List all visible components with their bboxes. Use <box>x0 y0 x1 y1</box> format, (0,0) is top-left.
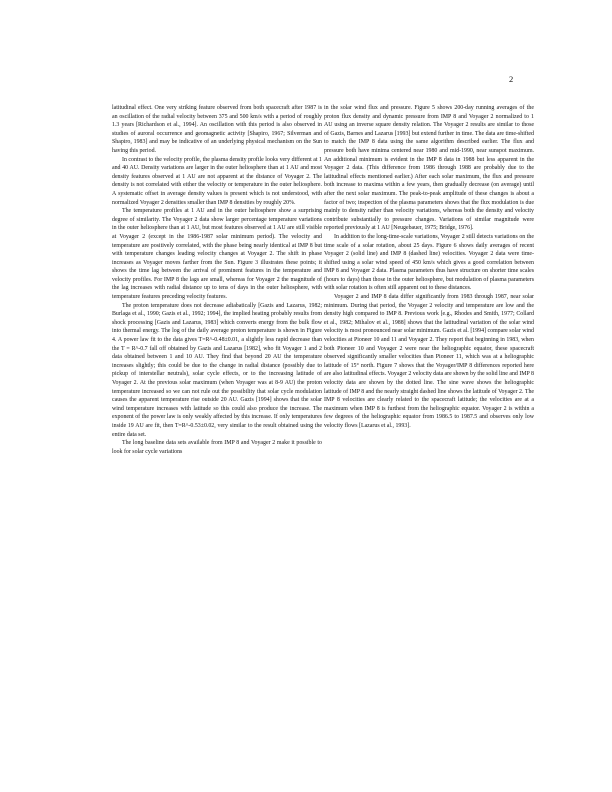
right-paragraph-3: Voyager 2 and IMP 8 data differ significantly from 1983 through 1987, near solar minimum. During that period, the Voyager 2 velocity and temperature are low and the density high compared to IMP 8. Previous work [e.g., Rhodes and Smith, 1977; Collard et al., 1982; Mihalov et al., 1988] shows that the latitudinal variation of the solar wind velocity is most pronounced near solar minimum. Gazis et al. [1994] compare solar wind velocities at Pioneer 10 and 11 and Voyager 2. They report that beginning in 1983, when both Pioneer 10 and Voyager 2 were near the heliographic equator, these spacecraft observed significantly smaller velocities than Pioneer 11, which was at a heliographic latitude of 15° north. Figure 7 shows that the Voyager/IMP 8 differences reported here are also latitudinal effects. Voyager 2 velocity data are shown by the solid line and IMP 8 velocity data are shown by the dotted line. The sine wave shows the heliographic latitude of IMP 8 and the nearly straight dashed line shows the latitude of Voyager 2. The IMP 8 velocities are clearly related to the spacecraft latitude; the velocities are at a maximum when IMP 8 is furthest from the heliographic equator. Voyager 2 is within a few degrees of the heliographic equator from 1986.5 to 1987.5 and observes only low velocity flows [Lazarus et al., 1993]. <box>324 294 534 429</box>
left-paragraph-2: In contrast to the velocity profile, the plasma density profile looks very different at 1 and 40 AU. Density variations are larger in the outer heliosphere than at 1 AU and most density features observed at 1 AU are not apparent at the distance of Voyager 2. The density is not correlated with either the velocity or temperature in the outer heliosphere. A systematic offset in average density values is present which is not understood, with normalized Voyager 2 densities smaller than IMP 8 densities by roughly 20%. <box>112 156 322 206</box>
right-column <box>324 104 534 431</box>
right-paragraph-2: In addition to the long-time-scale variations, Voyager 2 still detects variations on the time scale of a solar rotation, about 25 days. Figure 6 shows daily averages of recent Voyager 2 (solid line) and IMP 8 (dashed line) velocities. Voyager 2 data were time-shifted using a solar wind speed of 450 km/s which gives a good correlation between IMP 8 and Voyager 2 data. Plasma parameters thus have structure on shorter time scales (hours to days) than those in the outer heliosphere, but modulation of plasma parameters with solar rotation is often still apparent out to these distances. <box>324 233 534 292</box>
right-paragraph-1: in the solar wind flux and pressure. Figure 5 shows 200-day running averages of the proton flux density and dynamic pressure from IMP 8 and Voyager 2 normalized to 1 AU using an inverse square density relation. The Voyager 2 results are similar to those of Gazis, Barnes and Lazarus [1993] but extend further in time. The data are time-shifted to match the IMP 8 data using the same algorithm described earlier. The flux and pressure both have minima centered near 1980 and mid-1990, near sunspot maximum. An additional minimum is evident in the IMP 8 data in 1988 but less apparent in the Voyager 2 data. (This difference from 1986 through 1988 are probably due to the latitudinal effects mentioned earlier.) After each solar maximum, the flux and pressure both increase to maxima within a few years, then gradually decrease (on average) until after the next solar maximum. The peak-to-peak amplitude of these changes is about a factor of two; inspection of the plasma parameters shows that the flux modulation is due mainly to density rather than velocity variations, whereas both the density and velocity contribute substantially to pressure changes. Variations of similar magnitude were reported previously at 1 AU [Neugebauer, 1975; Bridge, 1976]. <box>324 105 534 232</box>
left-paragraph-5: The long baseline data sets available from IMP 8 and Voyager 2 make it possible to look for solar cycle variations <box>112 440 322 455</box>
left-column <box>112 104 322 456</box>
left-paragraph-1: latitudinal effect. One very striking feature observed from both spacecraft after 1987 is an oscillation of the radial velocity between 375 and 500 km/s with a period of roughly 1.3 years [Richardson et al., 1994]. An oscillation with this period is also observed in studies of auroral occurrence and geomagnetic activity [Shapiro, 1967; Silverman and Shapiro, 1983] and may be indicative of an underlying physical mechanism on the Sun having this period. <box>112 105 322 154</box>
left-paragraph-4: The proton temperature does not decrease adiabatically [Gazis and Lazarus, 1982; Burlaga et al., 1990; Gazis et al., 1992; 1994], the implied heating probably results from shock processing [Gazis and Lazarus, 1983] which converts energy from the bulk flow into thermal energy. The log of the daily average proton temperature is shown in Figure 4. A power law fit to the data gives T=R^-0.48±0.01, a slightly less rapid decrease than the T = R^-0.7 fall off obtained by Gazis and Lazarus [1982], who fit Voyager 1 and 2 data obtained between 1 and 10 AU. They find that beyond 20 AU the temperature increases slightly; this could be due to the change in radial distance (possibly due to pickup of interstellar neutrals), solar cycle effects, or to the increasing latitude of Voyager 2. At the previous solar maximum (when Voyager was at 8-9 AU) the proton temperature increased so we can not rule out the possibility that solar cycle modulation causes the apparent temperature rise outside 20 AU. Gazis [1994] shows that the solar wind temperature increases with latitude so this could also produce the increase. The exponent of the power law is only weakly affected by this increase. If only temperatures inside 19 AU are fit, then T=R^-0.53±0.02, very similar to the result obtained using the entire data set. <box>112 302 322 438</box>
page-number: 2 <box>509 74 514 84</box>
left-paragraph-3: The temperature profiles at 1 AU and in the outer heliosphere show a surprising degree of similarity. The Voyager 2 data show larger percentage temperature variations in the outer heliosphere than at 1 AU, but most features observed at 1 AU are still visible at Voyager 2 (except in the 1986-1987 solar minimum period). The velocity and temperature are positively correlated, with the phase being nearly identical at IMP 8 but with temperature changes leading velocity changes at Voyager 2. The shift in phase increases as Voyager moves farther from the Sun. Figure 3 illustrates these points; it shows the time lag between the arrival of prominent features in the temperature and velocity profiles. For IMP 8 the lags are small, whereas for Voyager 2 the magnitude of the lag increases with radial distance up to tens of days in the outer heliosphere, with temperature features preceding velocity features. <box>112 208 322 301</box>
